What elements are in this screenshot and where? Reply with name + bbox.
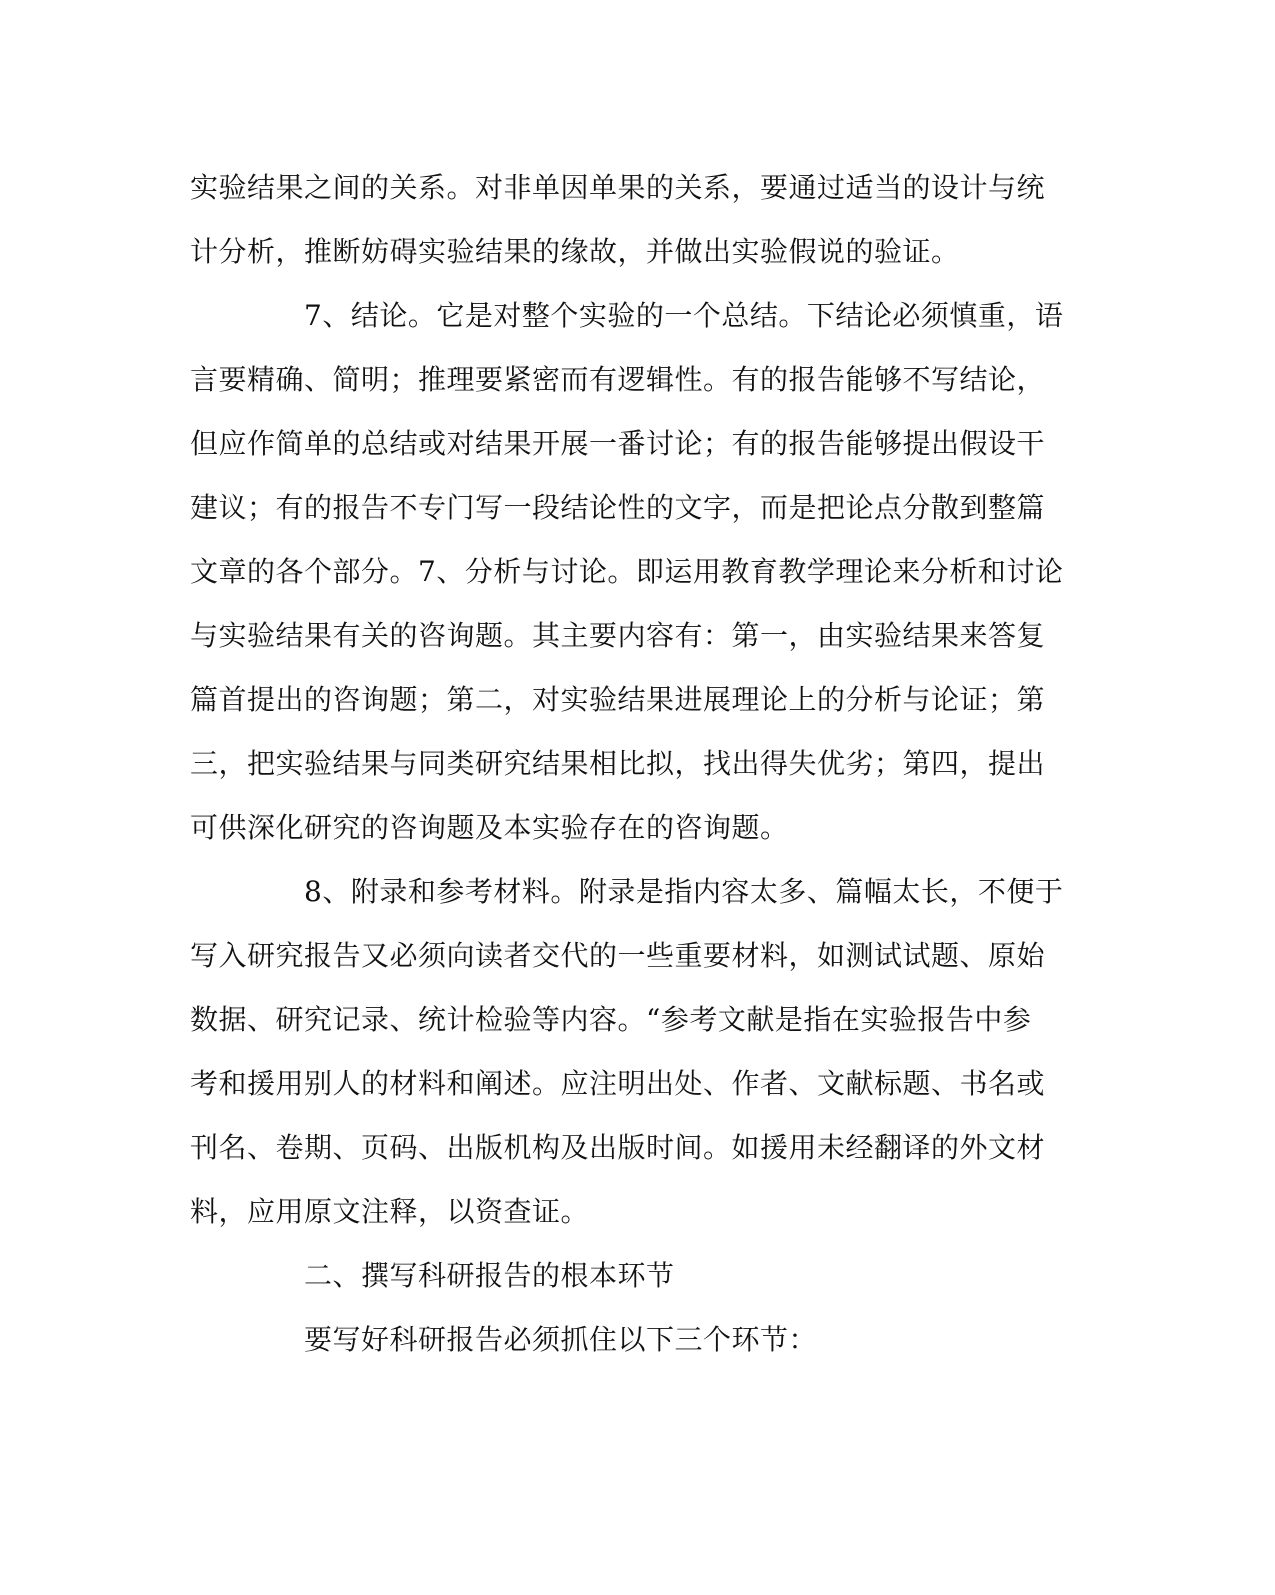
body-text-line: 文章的各个部分。7、分析与讨论。即运用教育教学理论来分析和讨论: [190, 555, 1064, 588]
paragraph-first-line: 要写好科研报告必须抓住以下三个环节：: [304, 1323, 818, 1356]
section-heading: 二、撰写科研报告的根本环节: [304, 1259, 675, 1292]
body-text-line: 刊名、卷期、页码、出版机构及出版时间。如援用未经翻译的外文材: [190, 1131, 1046, 1164]
body-text-line: 建议；有的报告不专门写一段结论性的文字，而是把论点分散到整篇: [190, 491, 1046, 524]
paragraph-first-line: 8、附录和参考材料。附录是指内容太多、篇幅太长，不便于: [304, 875, 1064, 908]
body-text-line: 料，应用原文注释，以资查证。: [190, 1195, 590, 1228]
body-text-line: 与实验结果有关的咨询题。其主要内容有：第一，由实验结果来答复: [190, 619, 1046, 652]
body-text-line: 数据、研究记录、统计检验等内容。“参考文献是指在实验报告中参: [190, 1003, 1032, 1036]
body-text-line: 篇首提出的咨询题；第二，对实验结果进展理论上的分析与论证；第: [190, 683, 1046, 716]
body-text-line: 计分析，推断妨碍实验结果的缘故，并做出实验假说的验证。: [190, 235, 960, 268]
body-text-line: 写入研究报告又必须向读者交代的一些重要材料，如测试试题、原始: [190, 939, 1046, 972]
body-text-line: 三，把实验结果与同类研究结果相比拟，找出得失优劣；第四，提出: [190, 747, 1046, 780]
body-text-line: 考和援用别人的材料和阐述。应注明出处、作者、文献标题、书名或: [190, 1067, 1046, 1100]
body-text-line: 言要精确、简明；推理要紧密而有逻辑性。有的报告能够不写结论，: [190, 363, 1046, 396]
paragraph-first-line: 7、结论。它是对整个实验的一个总结。下结论必须慎重，语: [304, 299, 1064, 332]
body-text-line: 可供深化研究的咨询题及本实验存在的咨询题。: [190, 811, 789, 844]
body-text-line: 但应作简单的总结或对结果开展一番讨论；有的报告能够提出假设干: [190, 427, 1046, 460]
body-text-line: 实验结果之间的关系。对非单因单果的关系，要通过适当的设计与统: [190, 171, 1046, 204]
